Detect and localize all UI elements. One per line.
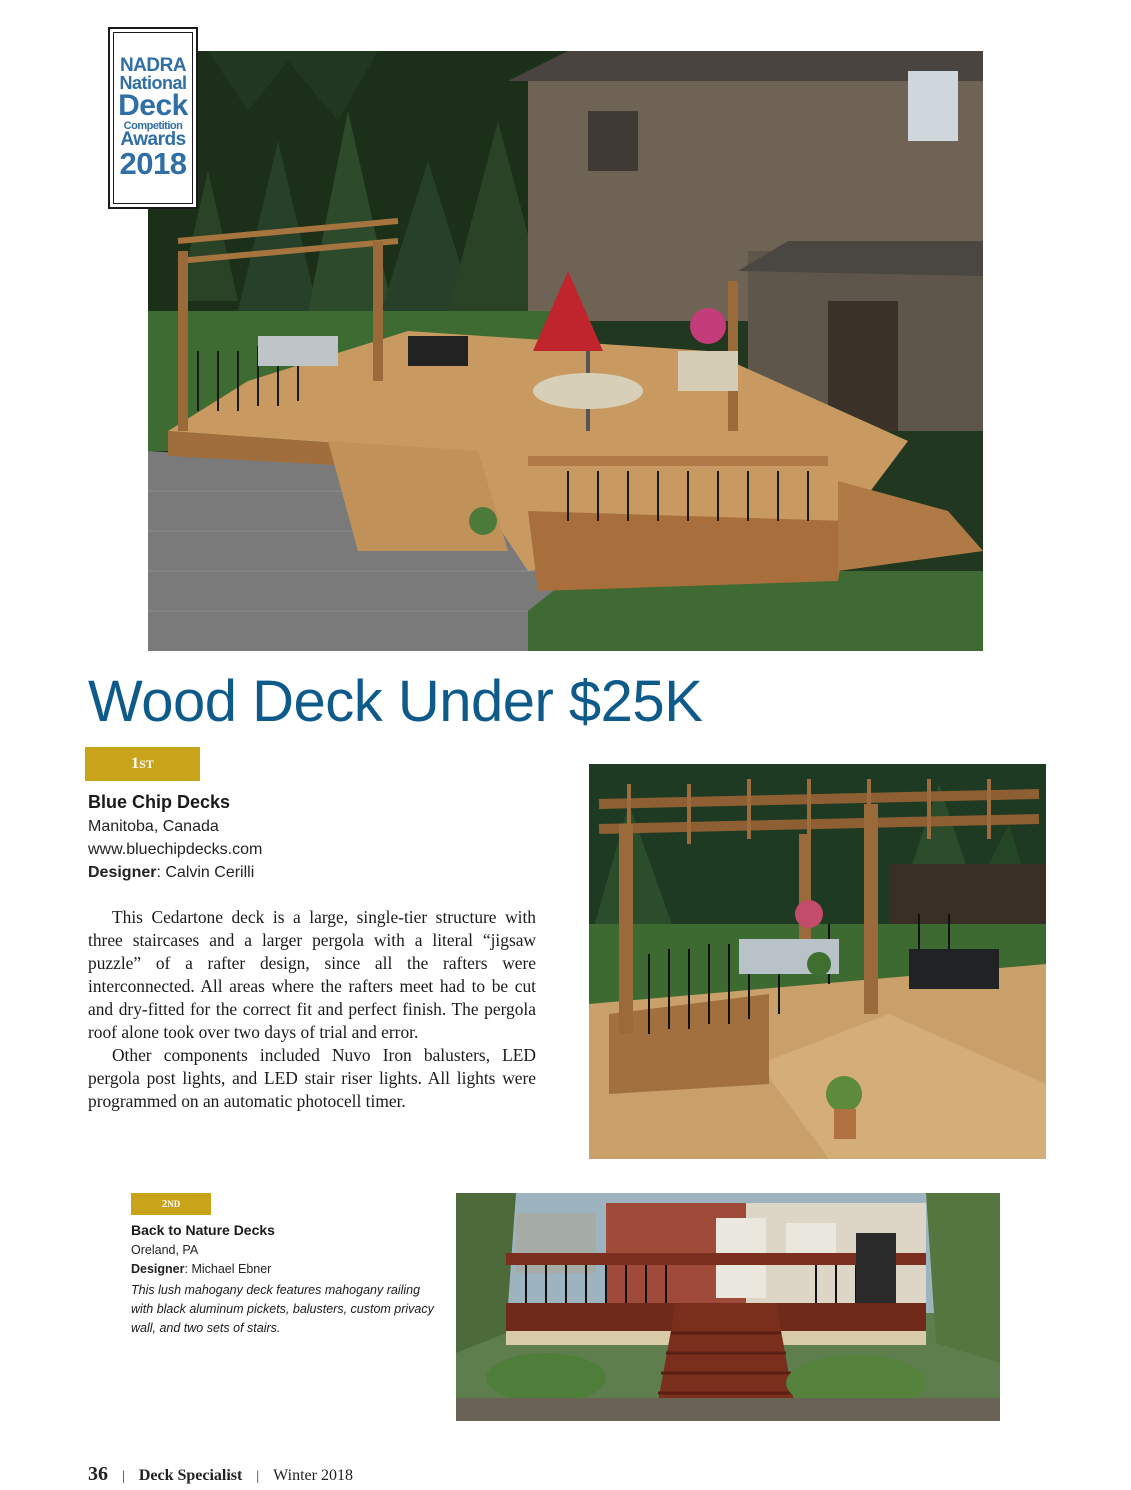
- badge-line-deck: Deck: [118, 89, 188, 123]
- second-designer-label: Designer: [131, 1262, 185, 1276]
- second-place-tag: [131, 1193, 211, 1215]
- first-place-number: 1: [131, 755, 140, 772]
- badge-line-national: National: [119, 73, 187, 94]
- badge-line-year: 2018: [119, 146, 187, 182]
- footer-separator-2: |: [256, 1469, 260, 1484]
- first-pergola-photo: [589, 764, 1046, 1159]
- second-location: Oreland, PA: [131, 1243, 199, 1257]
- issue-date: Winter 2018: [273, 1467, 353, 1484]
- first-paragraph-1: This Cedartone deck is a large, single-tier structure with three staircases and a larger pergola with a literal “jigsaw puzzle” of a rafter design, since all the rafters were interconnected. All areas where the rafters meet had to be cut and dry-fitted for the correct fit and perfect finish. The pergola roof alone took over two days of trial and error.: [88, 907, 536, 1042]
- second-mahogany-deck-photo: [456, 1193, 1000, 1421]
- first-paragraph-2: Other components included Nuvo Iron balusters, LED pergola post lights, and LED stair riser lights. All lights were programmed on an automatic photocell timer.: [88, 1045, 536, 1111]
- second-caption: This lush mahogany deck features mahogany railing with black aluminum pickets, balusters, custom privacy wall, and two sets of stairs.: [131, 1283, 434, 1335]
- first-designer-label: Designer: [88, 864, 157, 881]
- section-title: Wood Deck Under $25K: [88, 669, 703, 734]
- second-designer-name: : Michael Ebner: [184, 1262, 272, 1276]
- second-place-suffix: ND: [167, 1199, 181, 1209]
- nadra-awards-badge: [108, 27, 198, 209]
- first-place-suffix: ST: [139, 756, 154, 771]
- page-footer: [88, 1463, 353, 1486]
- first-website: www.bluechipdecks.com: [88, 841, 263, 858]
- badge-line-nadra: NADRA: [119, 55, 187, 77]
- first-location: Manitoba, Canada: [88, 818, 219, 835]
- first-designer: [88, 864, 254, 882]
- footer-separator-1: |: [122, 1469, 125, 1484]
- second-company-name: Back to Nature Decks: [131, 1222, 275, 1238]
- second-place-number: 2: [161, 1198, 168, 1210]
- second-designer: [131, 1262, 271, 1276]
- first-company-name: Blue Chip Decks: [88, 792, 231, 812]
- page-number: 36: [88, 1463, 108, 1485]
- hero-deck-photo: [148, 51, 983, 651]
- badge-line-awards: Awards: [120, 129, 186, 151]
- badge-line-competition: Competition: [123, 119, 183, 132]
- magazine-name: Deck Specialist: [138, 1467, 243, 1484]
- first-description: [88, 906, 536, 1113]
- first-place-tag: [85, 747, 200, 781]
- first-designer-name: : Calvin Cerilli: [156, 864, 255, 881]
